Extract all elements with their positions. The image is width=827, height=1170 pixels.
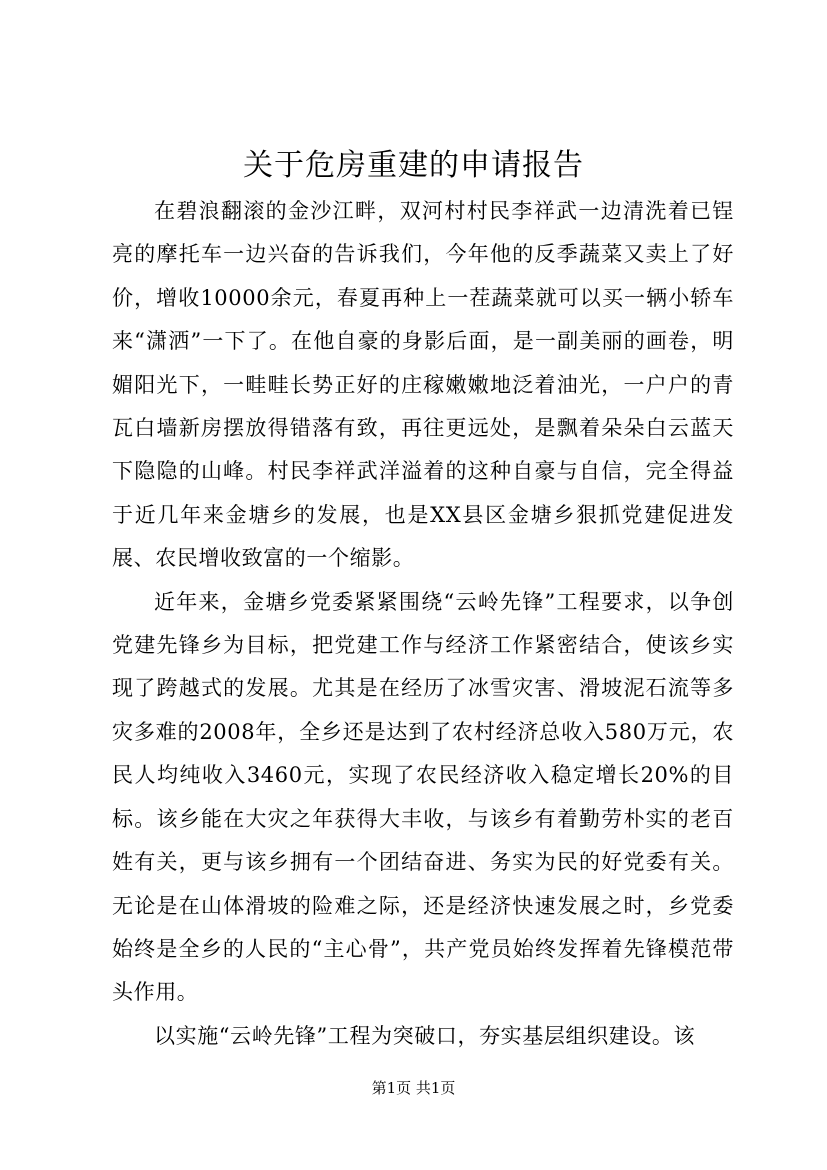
page-number-footer: 第1页 共1页 [371, 1079, 456, 1097]
document-title: 关于危房重建的申请报告 [243, 148, 584, 183]
paragraph-2: 近年来，金塘乡党委紧紧围绕“云岭先锋”工程要求，以争创党建先锋乡为目标，把党建工作与经济工作紧密结合，使该乡实现了跨越式的发展。尤其是在经历了冰雪灾害、滑坡泥石流等多灾多难的2008年，全乡还是达到了农村经济总收入580万元，农民人均纯收入3460元，实现了农民经济收入稳定增长20%的目标。该乡能在大灾之年获得大丰收，与该乡有着勤劳朴实的老百姓有关，更与该乡拥有一个团结奋进、务实为民的好党委有关。无论是在山体滑坡的险难之际，还是经济快速发展之时，乡党委始终是全乡的人民的“主心骨”，共产党员始终发挥着先锋模范带头作用。 [112, 589, 734, 1005]
document-body [112, 190, 734, 1058]
paragraph-3: 以实施“云岭先锋”工程为突破口，夯实基层组织建设。该 [154, 1023, 696, 1048]
paragraph-1: 在碧浪翻滚的金沙江畔，双河村村民李祥武一边清洗着已锃亮的摩托车一边兴奋的告诉我们，今年他的反季蔬菜又卖上了好价，增收10000余元，春夏再种上一茬蔬菜就可以买一辆小轿车来“潇洒”一下了。在他自豪的身影后面，是一副美丽的画卷，明媚阳光下，一畦畦长势正好的庄稼嫩嫩地泛着油光，一户户的青瓦白墙新房摆放得错落有致，再往更远处，是飘着朵朵白云蓝天下隐隐的山峰。村民李祥武洋溢着的这种自豪与自信，完全得益于近几年来金塘乡的发展，也是XX县区金塘乡狠抓党建促进发展、农民增收致富的一个缩影。 [112, 199, 734, 571]
